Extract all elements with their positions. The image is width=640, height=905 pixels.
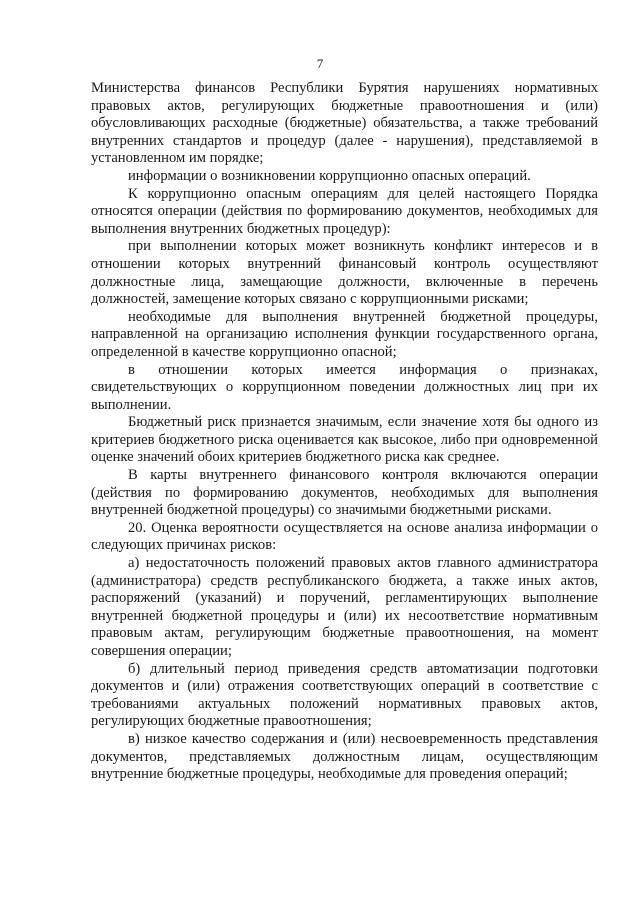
paragraph-item-v: в) низкое качество содержания и (или) несвоевременность представления документов, представляемых должностным лицам, осуществляющим внутренние бюджетные процедуры, необходимые для проведения операций;	[91, 730, 598, 783]
paragraph-conflict-of-interest: при выполнении которых может возникнуть конфликт интересов и в отношении которых внутренний финансовый контроль осуществляют должностные лица, замещающие должности, включенные в перечень должностей, замещение которых связано с коррупционными рисками;	[91, 238, 598, 308]
paragraph-item-20: 20. Оценка вероятности осуществляется на основе анализа информации о следующих причинах рисков:	[91, 519, 598, 554]
paragraph-corruption-info: информации о возникновении коррупционно опасных операций.	[128, 167, 531, 184]
paragraph-item-a: а) недостаточность положений правовых актов главного администратора (администратора) средств республиканского бюджета, а также иных актов, распоряжений (указаний) и поручений, регламентирующих выполнение внутренней бюджетной процедуры и (или) их несоответствие нормативным правовым актам, регулирующим бюджетные правоотношения, на момент совершения операции;	[91, 555, 598, 659]
paragraph-corruption-signs: в отношении которых имеется информация о признаках, свидетельствующих о коррупционном поведении должностных лиц при их выполнении.	[91, 361, 598, 413]
document-body	[91, 80, 598, 784]
paragraph-continuation: Министерства финансов Республики Бурятия нарушениях нормативных правовых актов, регулирующих бюджетные правоотношения и (или) обусловливающих расходные (бюджетные) обязательства, а также требований внутренних стандартов и процедур (далее - нарушения), представляемой в установленном им порядке;	[91, 80, 598, 167]
page-number: 7	[316, 56, 324, 71]
paragraph-necessary-operations: необходимые для выполнения внутренней бюджетной процедуры, направленной на организацию исполнения функции государственного органа, определенной в качестве коррупционно опасной;	[91, 308, 598, 360]
paragraph-item-b: б) длительный период приведения средств автоматизации подготовки документов и (или) отражения соответствующих операций в соответствие с требованиями актуальных положений нормативных правовых актов, регулирующих бюджетные правоотношения;	[91, 660, 598, 730]
paragraph-significant-risk: Бюджетный риск признается значимым, если значение хотя бы одного из критериев бюджетного риска оценивается как высокое, либо при одновременной оценке значений обоих критериев бюджетного риска как среднее.	[91, 414, 598, 466]
paragraph-corruption-operations: К коррупционно опасным операциям для целей настоящего Порядка относятся операции (действия по формированию документов, необходимых для выполнения внутренних бюджетных процедур):	[91, 185, 598, 237]
paragraph-control-maps: В карты внутреннего финансового контроля включаются операции (действия по формированию документов, необходимых для выполнения внутренней бюджетной процедуры) со значимыми бюджетными рисками.	[91, 467, 598, 519]
